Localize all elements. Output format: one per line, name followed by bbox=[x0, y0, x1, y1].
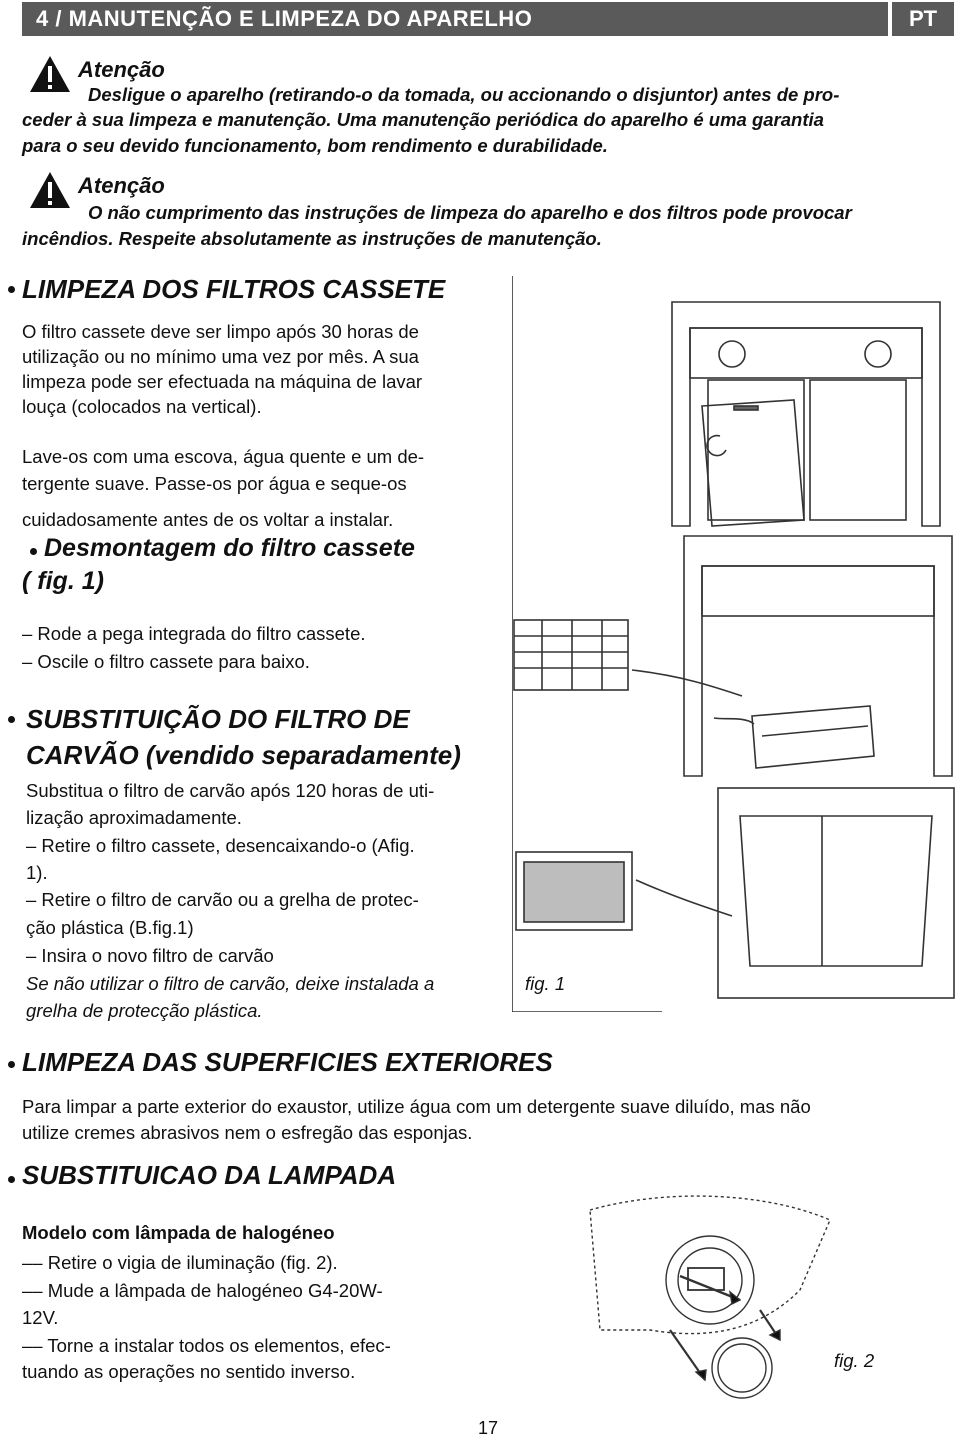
body-text: Substitua o filtro de carvão após 120 horas de uti- bbox=[26, 780, 435, 801]
note-text: grelha de protecção plástica. bbox=[26, 1000, 263, 1021]
warning-triangle-icon bbox=[28, 54, 72, 99]
bullet bbox=[8, 286, 15, 293]
body-text: – Retire o filtro cassete, desencaixando-o (Afig. bbox=[26, 835, 415, 856]
bullet bbox=[8, 716, 15, 723]
step-text: –– Torne a instalar todos os elementos, efec- bbox=[22, 1335, 391, 1356]
warning-text-line: incêndios. Respeite absolutamente as instruções de manutenção. bbox=[22, 228, 602, 249]
warning-title: Atenção bbox=[78, 57, 165, 82]
bullet bbox=[8, 1061, 15, 1068]
figure-1-illustration bbox=[512, 276, 960, 1012]
section-title-carbon: CARVÃO (vendido separadamente) bbox=[26, 740, 461, 770]
step-text: tuando as operações no sentido inverso. bbox=[22, 1361, 356, 1382]
step-text: –– Mude a lâmpada de halogéneo G4-20W- bbox=[22, 1280, 383, 1301]
figure-caption: fig. 1 bbox=[525, 973, 566, 994]
subsection-title: ( fig. 1) bbox=[22, 567, 104, 595]
body-text: utilize cremes abrasivos nem o esfregão das esponjas. bbox=[22, 1122, 473, 1143]
note-text: Se não utilizar o filtro de carvão, deixe instalada a bbox=[26, 973, 435, 994]
warning-text-line: para o seu devido funcionamento, bom rendimento e durabilidade. bbox=[22, 135, 608, 156]
section-title-carbon: SUBSTITUIÇÃO DO FILTRO DE bbox=[26, 704, 410, 734]
body-text: louça (colocados na vertical). bbox=[22, 396, 262, 417]
warning-triangle-icon bbox=[28, 170, 72, 215]
bullet bbox=[30, 548, 37, 555]
body-text: utilização ou no mínimo uma vez por mês. A sua bbox=[22, 346, 419, 367]
model-label: Modelo com lâmpada de halogéneo bbox=[22, 1222, 335, 1243]
warning-title: Atenção bbox=[78, 173, 165, 198]
warning-text-line: Desligue o aparelho (retirando-o da tomada, ou accionando o disjuntor) antes de pro- bbox=[88, 84, 840, 105]
figure-caption: fig. 2 bbox=[834, 1350, 875, 1371]
body-text: limpeza pode ser efectuada na máquina de lavar bbox=[22, 371, 423, 392]
body-text: – Retire o filtro de carvão ou a grelha de protec- bbox=[26, 889, 419, 910]
body-text: Para limpar a parte exterior do exaustor, utilize água com um detergente suave diluído, mas não bbox=[22, 1096, 811, 1117]
body-text: Lave-os com uma escova, água quente e um de- bbox=[22, 446, 425, 467]
language-badge: PT bbox=[892, 2, 954, 36]
body-text: lização aproximadamente. bbox=[26, 807, 242, 828]
step-text: – Oscile o filtro cassete para baixo. bbox=[22, 651, 310, 672]
figure-2-illustration bbox=[560, 1190, 860, 1410]
step-text: –– Retire o vigia de iluminação (fig. 2). bbox=[22, 1252, 338, 1273]
section-header: 4 / MANUTENÇÃO E LIMPEZA DO APARELHO bbox=[22, 2, 888, 36]
body-text: – Insira o novo filtro de carvão bbox=[26, 945, 274, 966]
warning-text-line: O não cumprimento das instruções de limpeza do aparelho e dos filtros pode provocar bbox=[88, 202, 852, 223]
body-text: cuidadosamente antes de os voltar a instalar. bbox=[22, 509, 394, 530]
section-title-filters: LIMPEZA DOS FILTROS CASSETE bbox=[22, 274, 446, 304]
bullet bbox=[8, 1176, 15, 1183]
section-title-exterior: LIMPEZA DAS SUPERFICIES EXTERIORES bbox=[22, 1047, 553, 1077]
body-text: O filtro cassete deve ser limpo após 30 horas de bbox=[22, 321, 419, 342]
body-text: tergente suave. Passe-os por água e seque-os bbox=[22, 473, 407, 494]
body-text: ção plástica (B.fig.1) bbox=[26, 917, 194, 938]
page-number: 17 bbox=[478, 1418, 499, 1438]
step-text: – Rode a pega integrada do filtro cassete. bbox=[22, 623, 366, 644]
warning-text-line: ceder à sua limpeza e manutenção. Uma manutenção periódica do aparelho é uma garantia bbox=[22, 109, 824, 130]
section-title-lamp: SUBSTITUICAO DA LAMPADA bbox=[22, 1160, 397, 1190]
subsection-title: Desmontagem do filtro cassete bbox=[44, 534, 415, 562]
body-text: 1). bbox=[26, 862, 48, 883]
step-text: 12V. bbox=[22, 1307, 59, 1328]
